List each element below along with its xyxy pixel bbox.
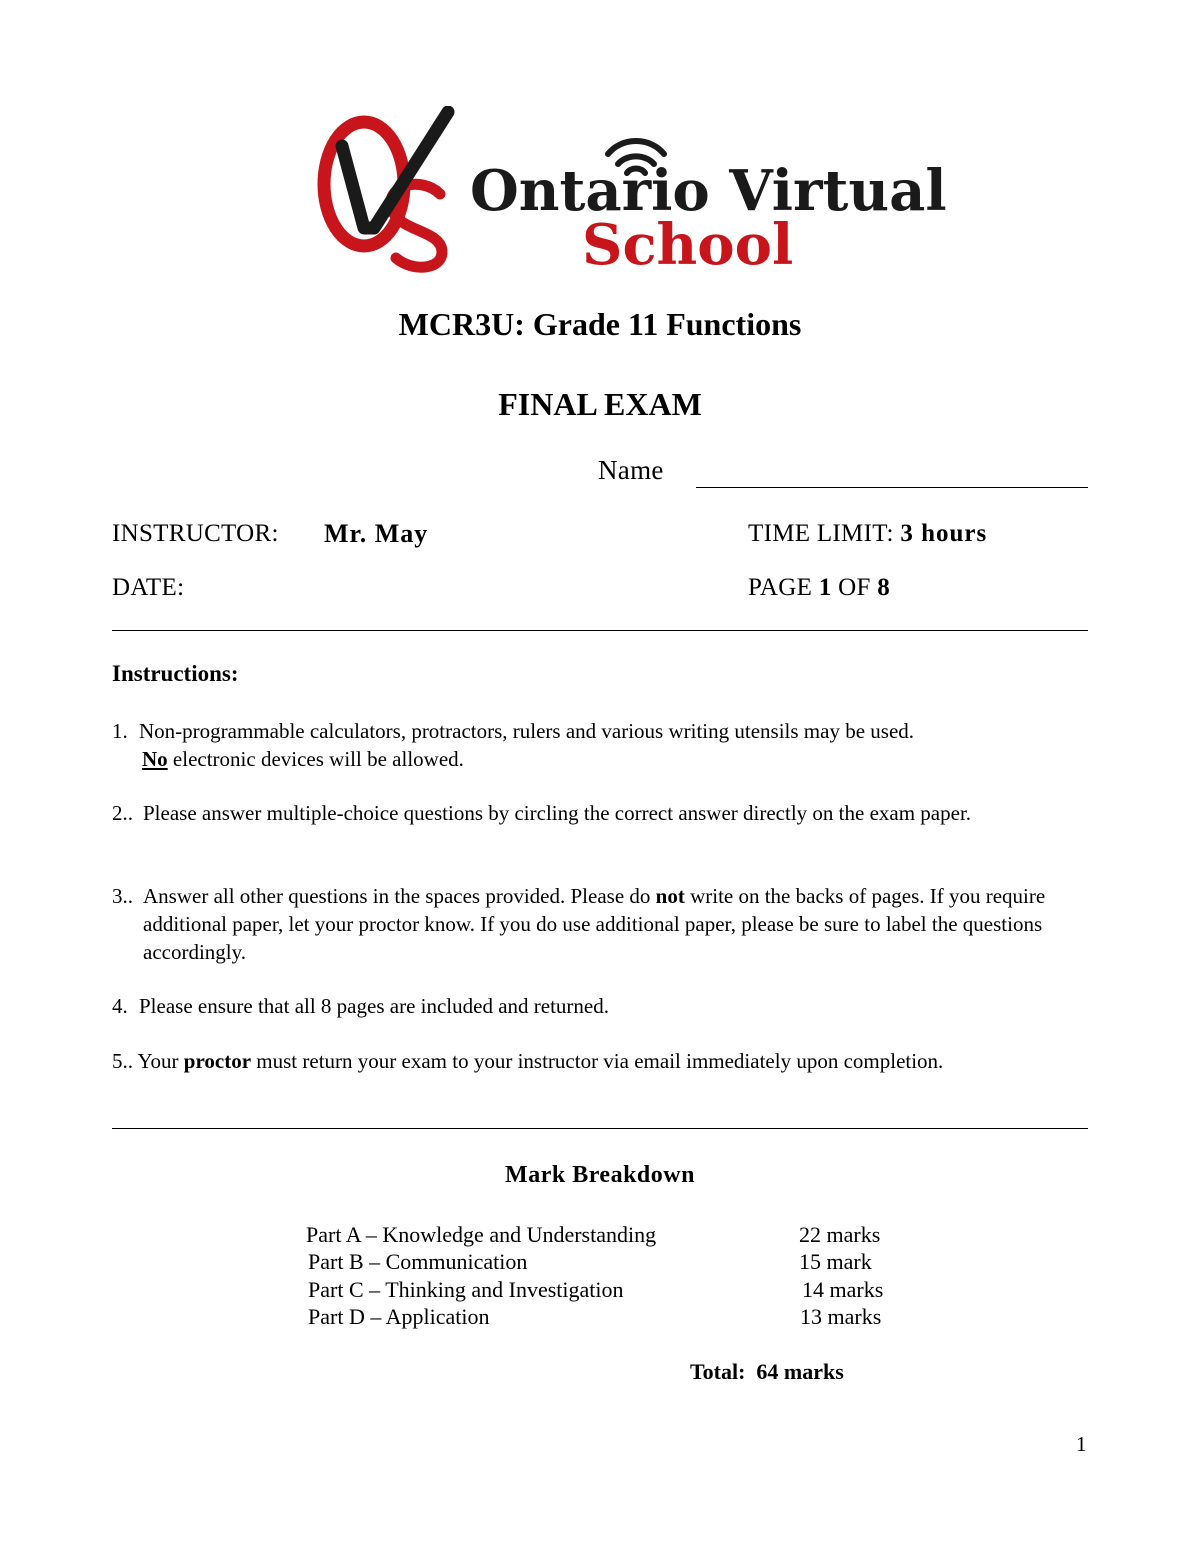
page-number: 1: [1076, 1432, 1087, 1456]
mark-row-part: Part B – Communication: [308, 1249, 528, 1274]
divider-top: [112, 630, 1088, 631]
page-current: 1: [818, 574, 832, 601]
page-total: 8: [877, 574, 891, 601]
total-label: Total:: [690, 1359, 746, 1384]
instructor-label: INSTRUCTOR:: [112, 520, 279, 547]
mark-row-part: Part D – Application: [308, 1304, 490, 1329]
date-label: DATE:: [112, 574, 185, 601]
instruction-item-3: [112, 882, 1092, 966]
instruction-number: 5..: [112, 1049, 133, 1073]
mark-row-value: 15 mark: [799, 1249, 872, 1274]
instruction-text: Answer all other questions in the spaces provided. Please do: [143, 884, 656, 908]
instruction-text: write on the backs of pages. If you require additional paper, let your proctor know. If you do use additional paper, please be sure to label the questions accordingly.: [143, 884, 1046, 964]
mark-row-part: Part C – Thinking and Investigation: [308, 1277, 624, 1302]
time-limit-value: 3 hours: [900, 520, 988, 547]
time-limit-label: TIME LIMIT:: [748, 520, 894, 547]
school-logo: [312, 106, 947, 278]
instruction-text: Please answer multiple-choice questions by circling the correct answer directly on the exam paper.: [143, 801, 972, 825]
name-field-line: [696, 487, 1088, 488]
total-value: 64 marks: [756, 1359, 844, 1384]
instruction-emphasis: proctor: [183, 1049, 252, 1073]
page-indicator: [748, 574, 890, 602]
instruction-item-2: [112, 799, 1092, 855]
instruction-text: Your: [133, 1049, 184, 1073]
logo-line-1: Ontario Virtual: [470, 158, 947, 224]
instruction-text: Non-programmable calculators, protractors, rulers and various writing utensils may be used.: [139, 719, 915, 743]
instruction-item-5: [112, 1047, 1012, 1075]
mark-row-part: Part A – Knowledge and Understanding: [306, 1222, 657, 1247]
instructions-heading: Instructions:: [112, 661, 239, 686]
total-marks: [690, 1359, 844, 1385]
instructor-value: Mr. May: [324, 519, 429, 548]
mark-row-value: 22 marks: [799, 1222, 881, 1247]
page-label: PAGE: [748, 574, 813, 601]
instruction-number: 2..: [112, 801, 133, 825]
instruction-text: must return your exam to your instructor via email immediately upon completion.: [251, 1049, 944, 1073]
name-label: Name: [598, 455, 664, 485]
mark-row-value: 14 marks: [802, 1277, 884, 1302]
divider-bottom: [112, 1128, 1088, 1129]
instruction-number: 3..: [112, 884, 133, 908]
instruction-emphasis: No: [142, 747, 168, 771]
time-limit: [748, 520, 987, 548]
instruction-number: 1.: [112, 719, 128, 743]
instruction-number: 4.: [112, 994, 128, 1018]
course-title: MCR3U: Grade 11 Functions: [398, 306, 802, 342]
instruction-emphasis: not: [655, 884, 685, 908]
instruction-item-4: [112, 992, 1092, 1020]
logo-line-2: School: [582, 212, 794, 278]
instruction-text: Please ensure that all 8 pages are included and returned.: [139, 994, 609, 1018]
page-of-label: OF: [838, 574, 871, 601]
mark-breakdown-heading: Mark Breakdown: [505, 1162, 695, 1188]
instruction-item-1: [112, 717, 1092, 773]
exam-title: FINAL EXAM: [498, 386, 702, 422]
instruction-text: electronic devices will be allowed.: [167, 747, 464, 771]
mark-row-value: 13 marks: [800, 1304, 882, 1329]
